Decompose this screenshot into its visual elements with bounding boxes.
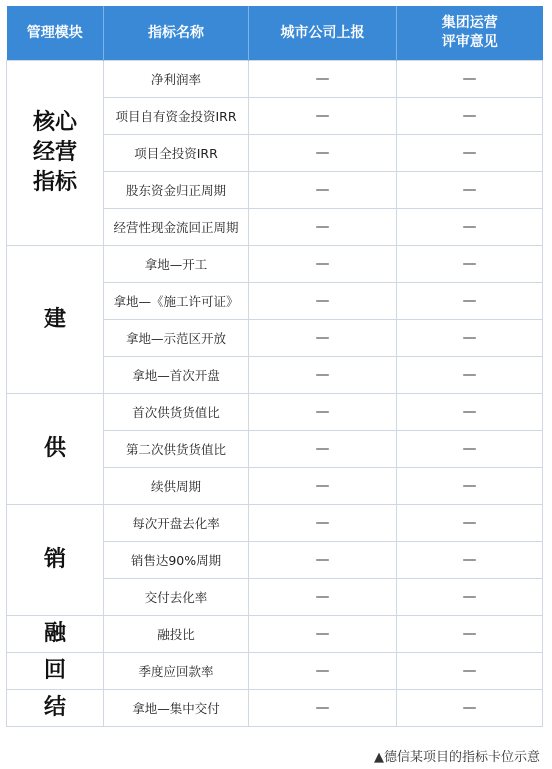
module-cell: 销 (7, 505, 104, 616)
city-report-cell: — (249, 61, 397, 98)
indicator-name-cell: 拿地—《施工许可证》 (104, 283, 249, 320)
table-row (7, 394, 543, 431)
table-row (7, 61, 543, 98)
indicator-name-cell: 经营性现金流回正周期 (104, 209, 249, 246)
city-report-cell: — (249, 246, 397, 283)
indicator-name-cell: 每次开盘去化率 (104, 505, 249, 542)
city-report-cell: — (249, 135, 397, 172)
group-review-cell: — (397, 468, 543, 505)
table-row (7, 653, 543, 690)
group-review-cell: — (397, 283, 543, 320)
indicator-name-cell: 拿地—集中交付 (104, 690, 249, 727)
group-review-cell: — (397, 61, 543, 98)
header-module: 管理模块 (7, 6, 104, 61)
module-cell: 供 (7, 394, 104, 505)
group-review-cell: — (397, 653, 543, 690)
city-report-cell: — (249, 283, 397, 320)
city-report-cell: — (249, 542, 397, 579)
header-city-report: 城市公司上报 (249, 6, 397, 61)
module-cell: 结 (7, 690, 104, 727)
indicator-name-cell: 季度应回款率 (104, 653, 249, 690)
city-report-cell: — (249, 357, 397, 394)
city-report-cell: — (249, 579, 397, 616)
group-review-cell: — (397, 98, 543, 135)
table-body (7, 61, 543, 727)
indicator-name-cell: 拿地—首次开盘 (104, 357, 249, 394)
group-review-cell: — (397, 616, 543, 653)
city-report-cell: — (249, 690, 397, 727)
city-report-cell: — (249, 209, 397, 246)
group-review-cell: — (397, 431, 543, 468)
module-cell: 建 (7, 246, 104, 394)
table-row (7, 246, 543, 283)
city-report-cell: — (249, 98, 397, 135)
table-header-row (7, 6, 543, 61)
group-review-cell: — (397, 542, 543, 579)
city-report-cell: — (249, 505, 397, 542)
indicator-table (6, 6, 543, 727)
city-report-cell: — (249, 653, 397, 690)
module-cell: 核心 经营 指标 (7, 61, 104, 246)
group-review-cell: — (397, 320, 543, 357)
module-cell: 回 (7, 653, 104, 690)
indicator-name-cell: 拿地—示范区开放 (104, 320, 249, 357)
group-review-cell: — (397, 135, 543, 172)
city-report-cell: — (249, 468, 397, 505)
table-row (7, 616, 543, 653)
indicator-name-cell: 首次供货货值比 (104, 394, 249, 431)
indicator-name-cell: 交付去化率 (104, 579, 249, 616)
group-review-cell: — (397, 357, 543, 394)
indicator-name-cell: 续供周期 (104, 468, 249, 505)
city-report-cell: — (249, 431, 397, 468)
city-report-cell: — (249, 172, 397, 209)
indicator-name-cell: 第二次供货货值比 (104, 431, 249, 468)
group-review-cell: — (397, 505, 543, 542)
group-review-cell: — (397, 394, 543, 431)
indicator-name-cell: 项目自有资金投资IRR (104, 98, 249, 135)
city-report-cell: — (249, 394, 397, 431)
table-row (7, 505, 543, 542)
module-cell: 融 (7, 616, 104, 653)
header-indicator-name: 指标名称 (104, 6, 249, 61)
group-review-cell: — (397, 209, 543, 246)
group-review-cell: — (397, 579, 543, 616)
city-report-cell: — (249, 320, 397, 357)
indicator-name-cell: 销售达90%周期 (104, 542, 249, 579)
header-group-review: 集团运营 评审意见 (397, 6, 543, 61)
indicator-name-cell: 净利润率 (104, 61, 249, 98)
group-review-cell: — (397, 690, 543, 727)
figure-caption: ▲德信某项目的指标卡位示意 (374, 750, 540, 765)
indicator-name-cell: 项目全投资IRR (104, 135, 249, 172)
table-row (7, 690, 543, 727)
city-report-cell: — (249, 616, 397, 653)
indicator-name-cell: 拿地—开工 (104, 246, 249, 283)
group-review-cell: — (397, 172, 543, 209)
indicator-name-cell: 股东资金归正周期 (104, 172, 249, 209)
group-review-cell: — (397, 246, 543, 283)
indicator-name-cell: 融投比 (104, 616, 249, 653)
